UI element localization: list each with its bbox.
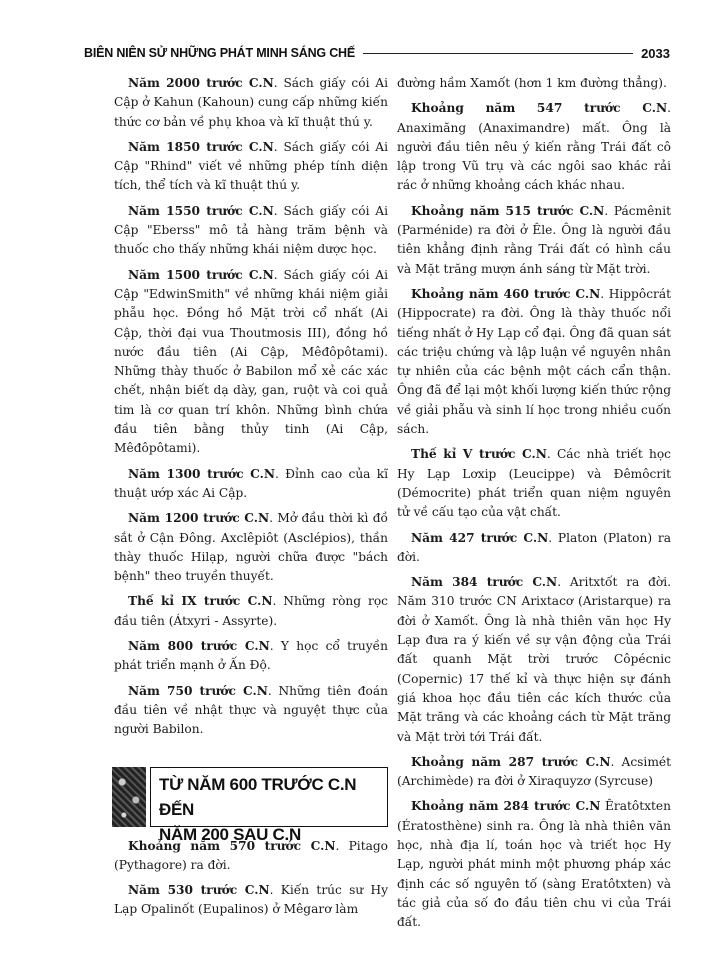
section-title-line-2: NĂM 200 SAU C.N	[159, 824, 301, 844]
timeline-entry: Khoảng năm 547 trước C.N. Anaximăng (Anaximandre) mất. Ông là người đầu tiên nêu ý kiến rằng Trái đất cô lập trong Vũ trụ và các ngôi sao khác rải rác ở những khoảng cách khác nhau.	[397, 101, 671, 193]
timeline-entry: Năm 1200 trước C.N. Mở đầu thời kì đồ sắt ở Cận Đông. Axclêpiôt (Asclépios), thần thày thuốc Hilạp, người chữa được "bách bệnh" theo truyền thuyết.	[114, 511, 388, 584]
timeline-entry: Năm 800 trước C.N. Y học cổ truyền phát triển mạnh ở Ấn Độ.	[114, 639, 388, 673]
running-header	[84, 44, 670, 62]
timeline-entry: Khoảng năm 287 trước C.N. Acsimét (Archimède) ra đời ở Xiraquyzơ (Syrcuse)	[397, 754, 671, 789]
timeline-entry: Khoảng năm 284 trước C.N Êratôtxten (Ératosthène) sinh ra. Ông là nhà thiên văn học, nhà địa lí, toán học và triết học Hy Lạp, người phát minh một phương pháp xác định các số nguyên tố (sàng Eratôtxten) và tác giả của số đo đầu tiên chu vi của Trái đất.	[397, 799, 671, 930]
timeline-entry: Khoảng năm 570 trước C.N. Pitago (Pythagore) ra đời.	[114, 838, 388, 872]
timeline-entry: Năm 1850 trước C.N. Sách giấy cói Ai Cập "Rhind" viết về những phép tính diện tích, thể tích và kĩ thuật thú y.	[114, 139, 388, 193]
section-banner	[112, 767, 388, 844]
left-column	[114, 74, 388, 926]
timeline-entry: Năm 1550 trước C.N. Sách giấy cói Ai Cập "Eberss" mô tả hàng trăm bệnh và thuốc cho thấy những khái niệm dược học.	[114, 203, 388, 257]
timeline-entry-continuation: đường hầm Xamốt (hơn 1 km đường thẳng).	[397, 76, 667, 90]
header-rule	[363, 53, 633, 54]
section-ornament-icon	[112, 767, 146, 827]
timeline-entry: Thế kỉ IX trước C.N. Những ròng rọc đầu tiên (Átxyri - Assyrte).	[114, 594, 388, 628]
right-column	[397, 74, 671, 938]
timeline-entry: Khoảng năm 515 trước C.N. Pácmênit (Parménide) ra đời ở Êle. Ông là người đầu tiên khẳng định rằng Trái đất có hình cầu và Mặt trăng mượn ánh sáng từ Mặt trời.	[397, 203, 671, 276]
section-title-line-1: TỪ NĂM 600 TRƯỚC C.N ĐẾN	[159, 774, 357, 819]
book-title: BIÊN NIÊN SỬ NHỮNG PHÁT MINH SÁNG CHẾ	[84, 46, 355, 60]
timeline-entry: Năm 2000 trước C.N. Sách giấy cói Ai Cập ở Kahun (Kahoun) cung cấp những kiến thức cơ bản về phụ khoa và kĩ thuật thú y.	[114, 76, 388, 129]
timeline-entry: Năm 530 trước C.N. Kiến trúc sư Hy Lạp Ơpalinốt (Eupalinos) ở Mêgarơ làm	[114, 883, 388, 917]
timeline-entry: Thế kỉ V trước C.N. Các nhà triết học Hy Lạp Lơxip (Leucippe) và Đêmôcrit (Démocrite) phát triển quan niệm nguyên tử về cấu tạo của vật chất.	[397, 447, 671, 520]
timeline-entry: Năm 384 trước C.N. Aritxtốt ra đời. Năm 310 trước CN Arixtacơ (Aristarque) ra đời ở Xamốt. Ông là nhà thiên văn học Hy Lạp đưa ra ý kiến về sự vận động của Trái đất quanh Mặt trời trước Côpécnic (Copernic) 17 thế kỉ và thực hiện sự đánh giá khoa học đầu tiên các kích thước của Mặt trăng và các khoảng cách từ Mặt trăng và Mặt trời tới Trái đất.	[397, 575, 671, 744]
timeline-entry: Năm 427 trước C.N. Platon (Platon) ra đời.	[397, 530, 671, 564]
section-title-box	[150, 767, 388, 844]
timeline-entry: Năm 1500 trước C.N. Sách giấy cói Ai Cập "EdwinSmith" về những khái niệm giải phẫu học. Đồng hồ Mặt trời cổ nhất (Ai Cập, thời đại vua Thoutmosis III), đồng hồ nước đầu tiên (Ai Cập, Mêđôpôtami). Những thày thuốc ở Babilon mổ xẻ các xác chết, nhận biết dạ dày, gan, ruột và coi quả tim là cơ quan trí khôn. Những bình chứa đầu tiên bằng thủy tinh (Ai Cập, Mêđôpôtami).	[114, 267, 388, 456]
timeline-entry: Khoảng năm 460 trước C.N. Hippôcrát (Hippocrate) ra đời. Ông là thày thuốc nổi tiếng nhất ở Hy Lạp cổ đại. Ông đã quan sát các triệu chứng và lập luận về nguyên nhân tự nhiên của các bệnh một cách cẩn thận. Ông đã để lại một khối lượng kiến thức rộng về giải phẫu và sinh lí học trong nhiều cuốn sách.	[397, 286, 672, 437]
timeline-entry: Năm 1300 trước C.N. Đỉnh cao của kĩ thuật ướp xác Ai Cập.	[114, 466, 388, 500]
timeline-entry: Năm 750 trước C.N. Những tiên đoán đầu tiên về nhật thực và nguyệt thực của người Babilon.	[114, 683, 388, 737]
page-number: 2033	[641, 45, 670, 61]
